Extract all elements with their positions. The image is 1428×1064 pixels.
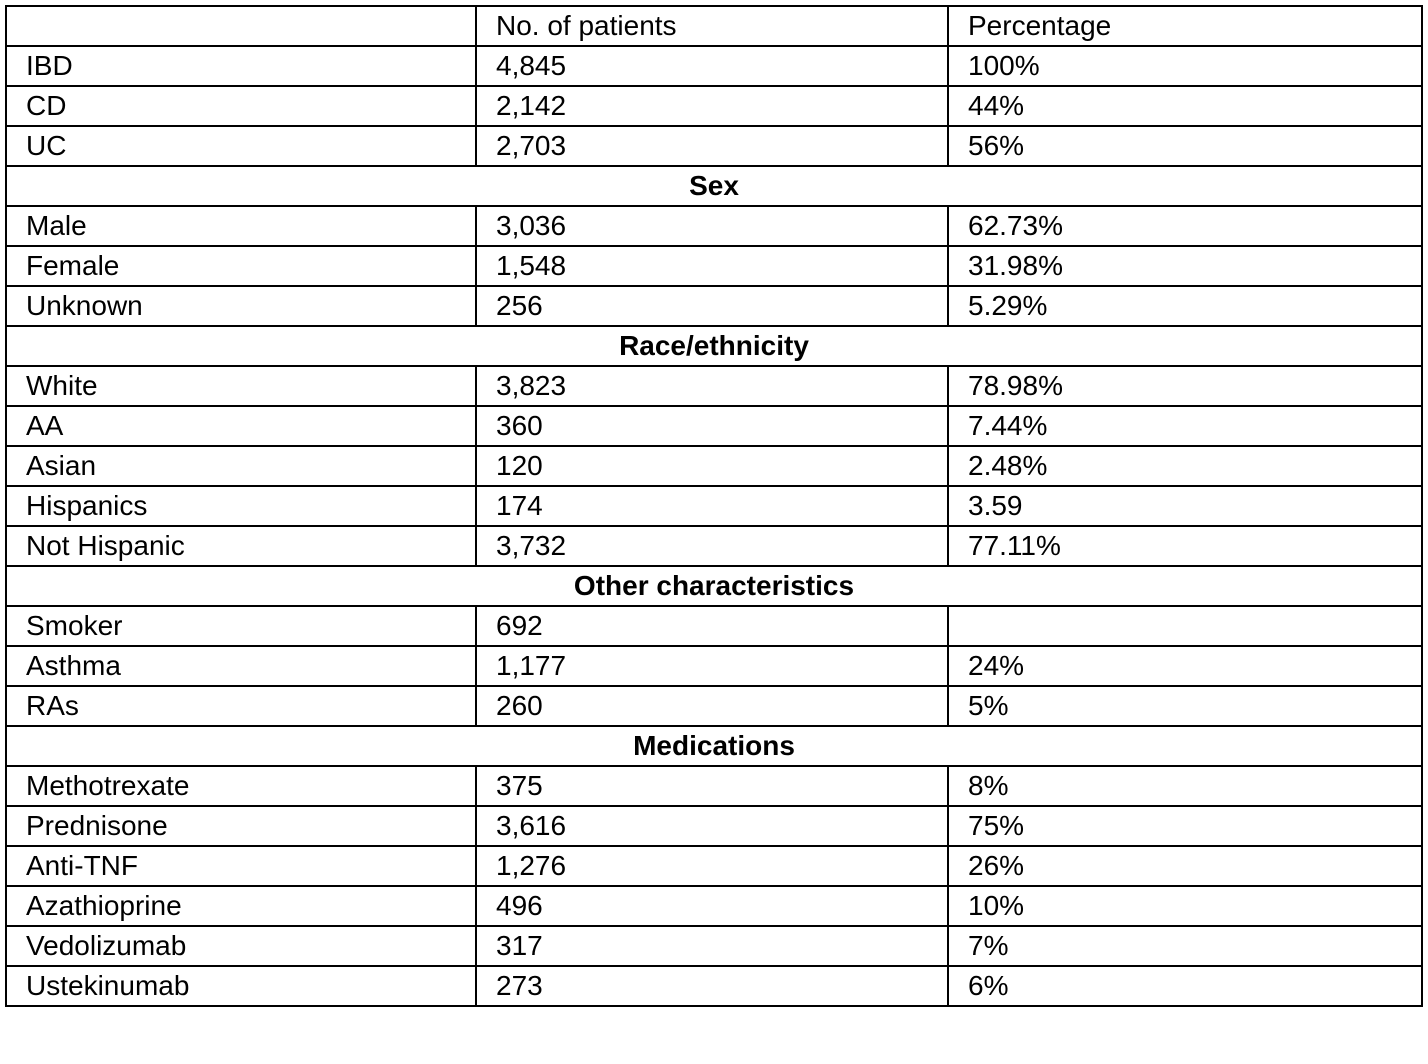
table-row [6, 46, 1422, 86]
cell-label: IBD [6, 46, 476, 86]
cell-count: 1,177 [476, 646, 948, 686]
table-row [6, 806, 1422, 846]
cell-percentage [948, 606, 1422, 646]
cell-percentage: 56% [948, 126, 1422, 166]
cell-percentage: 44% [948, 86, 1422, 126]
table-row [6, 926, 1422, 966]
cell-label: Asthma [6, 646, 476, 686]
header-row [6, 6, 1422, 46]
section-header-row [6, 166, 1422, 206]
header-cell-label [6, 6, 476, 46]
table-row [6, 406, 1422, 446]
table-row [6, 126, 1422, 166]
cell-count: 120 [476, 446, 948, 486]
cell-label: Vedolizumab [6, 926, 476, 966]
table-row [6, 846, 1422, 886]
section-header-row [6, 326, 1422, 366]
table-row [6, 766, 1422, 806]
cell-percentage: 8% [948, 766, 1422, 806]
table-row [6, 646, 1422, 686]
cell-count: 174 [476, 486, 948, 526]
cell-percentage: 7% [948, 926, 1422, 966]
cell-percentage: 10% [948, 886, 1422, 926]
cell-count: 273 [476, 966, 948, 1006]
cell-percentage: 62.73% [948, 206, 1422, 246]
cell-percentage: 100% [948, 46, 1422, 86]
section-header: Medications [6, 726, 1422, 766]
cell-percentage: 5% [948, 686, 1422, 726]
cell-percentage: 24% [948, 646, 1422, 686]
cell-percentage: 77.11% [948, 526, 1422, 566]
section-header: Sex [6, 166, 1422, 206]
section-header: Race/ethnicity [6, 326, 1422, 366]
cell-count: 317 [476, 926, 948, 966]
cell-label: Ustekinumab [6, 966, 476, 1006]
table-row [6, 446, 1422, 486]
table-row [6, 686, 1422, 726]
cell-percentage: 6% [948, 966, 1422, 1006]
patient-characteristics-table [5, 5, 1423, 1007]
cell-label: Male [6, 206, 476, 246]
cell-label: Asian [6, 446, 476, 486]
cell-count: 1,276 [476, 846, 948, 886]
cell-label: Prednisone [6, 806, 476, 846]
table-row [6, 606, 1422, 646]
cell-count: 3,732 [476, 526, 948, 566]
cell-count: 3,616 [476, 806, 948, 846]
cell-percentage: 2.48% [948, 446, 1422, 486]
cell-count: 260 [476, 686, 948, 726]
cell-count: 1,548 [476, 246, 948, 286]
cell-label: Azathioprine [6, 886, 476, 926]
cell-count: 4,845 [476, 46, 948, 86]
section-header: Other characteristics [6, 566, 1422, 606]
cell-count: 692 [476, 606, 948, 646]
table-row [6, 366, 1422, 406]
section-header-row [6, 566, 1422, 606]
table-body [6, 6, 1422, 1006]
table-row [6, 206, 1422, 246]
cell-percentage: 31.98% [948, 246, 1422, 286]
cell-label: Unknown [6, 286, 476, 326]
table-row [6, 86, 1422, 126]
cell-label: CD [6, 86, 476, 126]
cell-label: Hispanics [6, 486, 476, 526]
cell-percentage: 7.44% [948, 406, 1422, 446]
header-cell-count: No. of patients [476, 6, 948, 46]
cell-count: 2,703 [476, 126, 948, 166]
cell-percentage: 5.29% [948, 286, 1422, 326]
cell-label: Not Hispanic [6, 526, 476, 566]
cell-count: 496 [476, 886, 948, 926]
cell-percentage: 26% [948, 846, 1422, 886]
cell-count: 3,036 [476, 206, 948, 246]
table-row [6, 886, 1422, 926]
table-row [6, 286, 1422, 326]
cell-count: 360 [476, 406, 948, 446]
cell-label: White [6, 366, 476, 406]
cell-percentage: 78.98% [948, 366, 1422, 406]
cell-count: 375 [476, 766, 948, 806]
cell-count: 256 [476, 286, 948, 326]
cell-label: Female [6, 246, 476, 286]
cell-count: 3,823 [476, 366, 948, 406]
table-row [6, 486, 1422, 526]
cell-label: Anti-TNF [6, 846, 476, 886]
section-header-row [6, 726, 1422, 766]
table-row [6, 966, 1422, 1006]
cell-count: 2,142 [476, 86, 948, 126]
header-cell-percentage: Percentage [948, 6, 1422, 46]
cell-label: AA [6, 406, 476, 446]
cell-label: Methotrexate [6, 766, 476, 806]
cell-label: UC [6, 126, 476, 166]
cell-label: RAs [6, 686, 476, 726]
cell-percentage: 75% [948, 806, 1422, 846]
cell-percentage: 3.59 [948, 486, 1422, 526]
cell-label: Smoker [6, 606, 476, 646]
table-row [6, 526, 1422, 566]
table-row [6, 246, 1422, 286]
